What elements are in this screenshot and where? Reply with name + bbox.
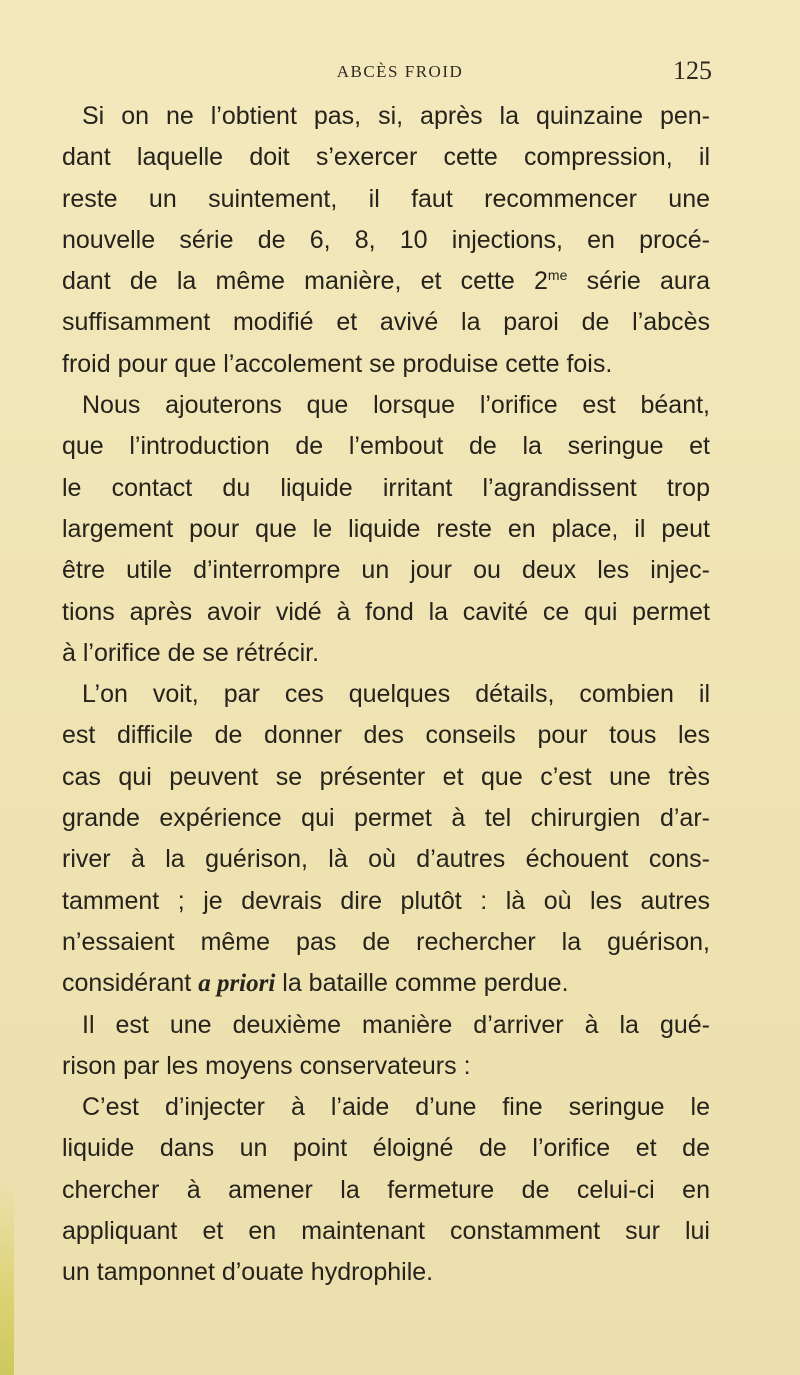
text-line: river à la guérison, là où d’autres échouent cons- <box>62 845 710 874</box>
text-line: le contact du liquide irritant l’agrandissent trop <box>62 473 710 502</box>
text-line: L’on voit, par ces quelques détails, combien il <box>82 680 710 709</box>
text-line: liquide dans un point éloigné de l’orifice et de <box>62 1134 710 1163</box>
text-line: n’essaient même pas de rechercher la guérison, <box>62 927 710 956</box>
text-line: Il est une deuxième manière d’arriver à la gué- <box>82 1010 710 1039</box>
page-number: 125 <box>673 56 712 85</box>
page-edge-shadow <box>0 1180 14 1375</box>
text-line: grande expérience qui permet à tel chirurgien d’ar- <box>62 804 710 833</box>
text-line: à l’orifice de se rétrécir. <box>62 638 320 667</box>
text-line: dant laquelle doit s’exercer cette compression, il <box>62 143 710 172</box>
text-line: largement pour que le liquide reste en place, il peut <box>62 514 710 543</box>
text-line: chercher à amener la fermeture de celui-ci en <box>62 1175 710 1204</box>
text-line: froid pour que l’accolement se produise cette fois. <box>62 349 613 378</box>
text-line: dant de la même manière, et cette $2^{me}$ série aura <box>62 267 710 296</box>
text-line: un tamponnet d’ouate hydrophile. <box>62 1258 434 1287</box>
text-line: suffisamment modifié et avivé la paroi de l’abcès <box>62 308 710 337</box>
text-line: que l’introduction de l’embout de la seringue et <box>62 432 710 461</box>
text-line: être utile d’interrompre un jour ou deux les injec- <box>62 556 710 585</box>
text-line: C’est d’injecter à l’aide d’une fine seringue le <box>82 1093 710 1122</box>
text-line: nouvelle série de 6, 8, 10 injections, en procé- <box>62 225 710 254</box>
text-line: considérant a priori la bataille comme perdue. <box>62 969 569 998</box>
text-line: est difficile de donner des conseils pour tous les <box>62 721 710 750</box>
text-line: cas qui peuvent se présenter et que c’est une très <box>62 762 710 791</box>
body-text <box>62 96 710 1294</box>
text-line: Si on ne l’obtient pas, si, après la quinzaine pen- <box>82 102 710 130</box>
running-head: ABCÈS FROID <box>336 62 464 81</box>
text-line: Nous ajouterons que lorsque l’orifice est béant, <box>82 391 710 420</box>
text-line: reste un suintement, il faut recommencer une <box>62 184 710 213</box>
superscript: me <box>547 267 568 284</box>
text-line: tions après avoir vidé à fond la cavité ce qui permet <box>62 597 710 626</box>
text-line: rison par les moyens conservateurs : <box>62 1051 471 1080</box>
text-line: appliquant et en maintenant constamment sur lui <box>62 1217 710 1246</box>
italic-text: a priori <box>198 970 276 998</box>
text-line: tamment ; je devrais dire plutôt : là où les autres <box>62 886 710 915</box>
page-header <box>0 56 800 92</box>
